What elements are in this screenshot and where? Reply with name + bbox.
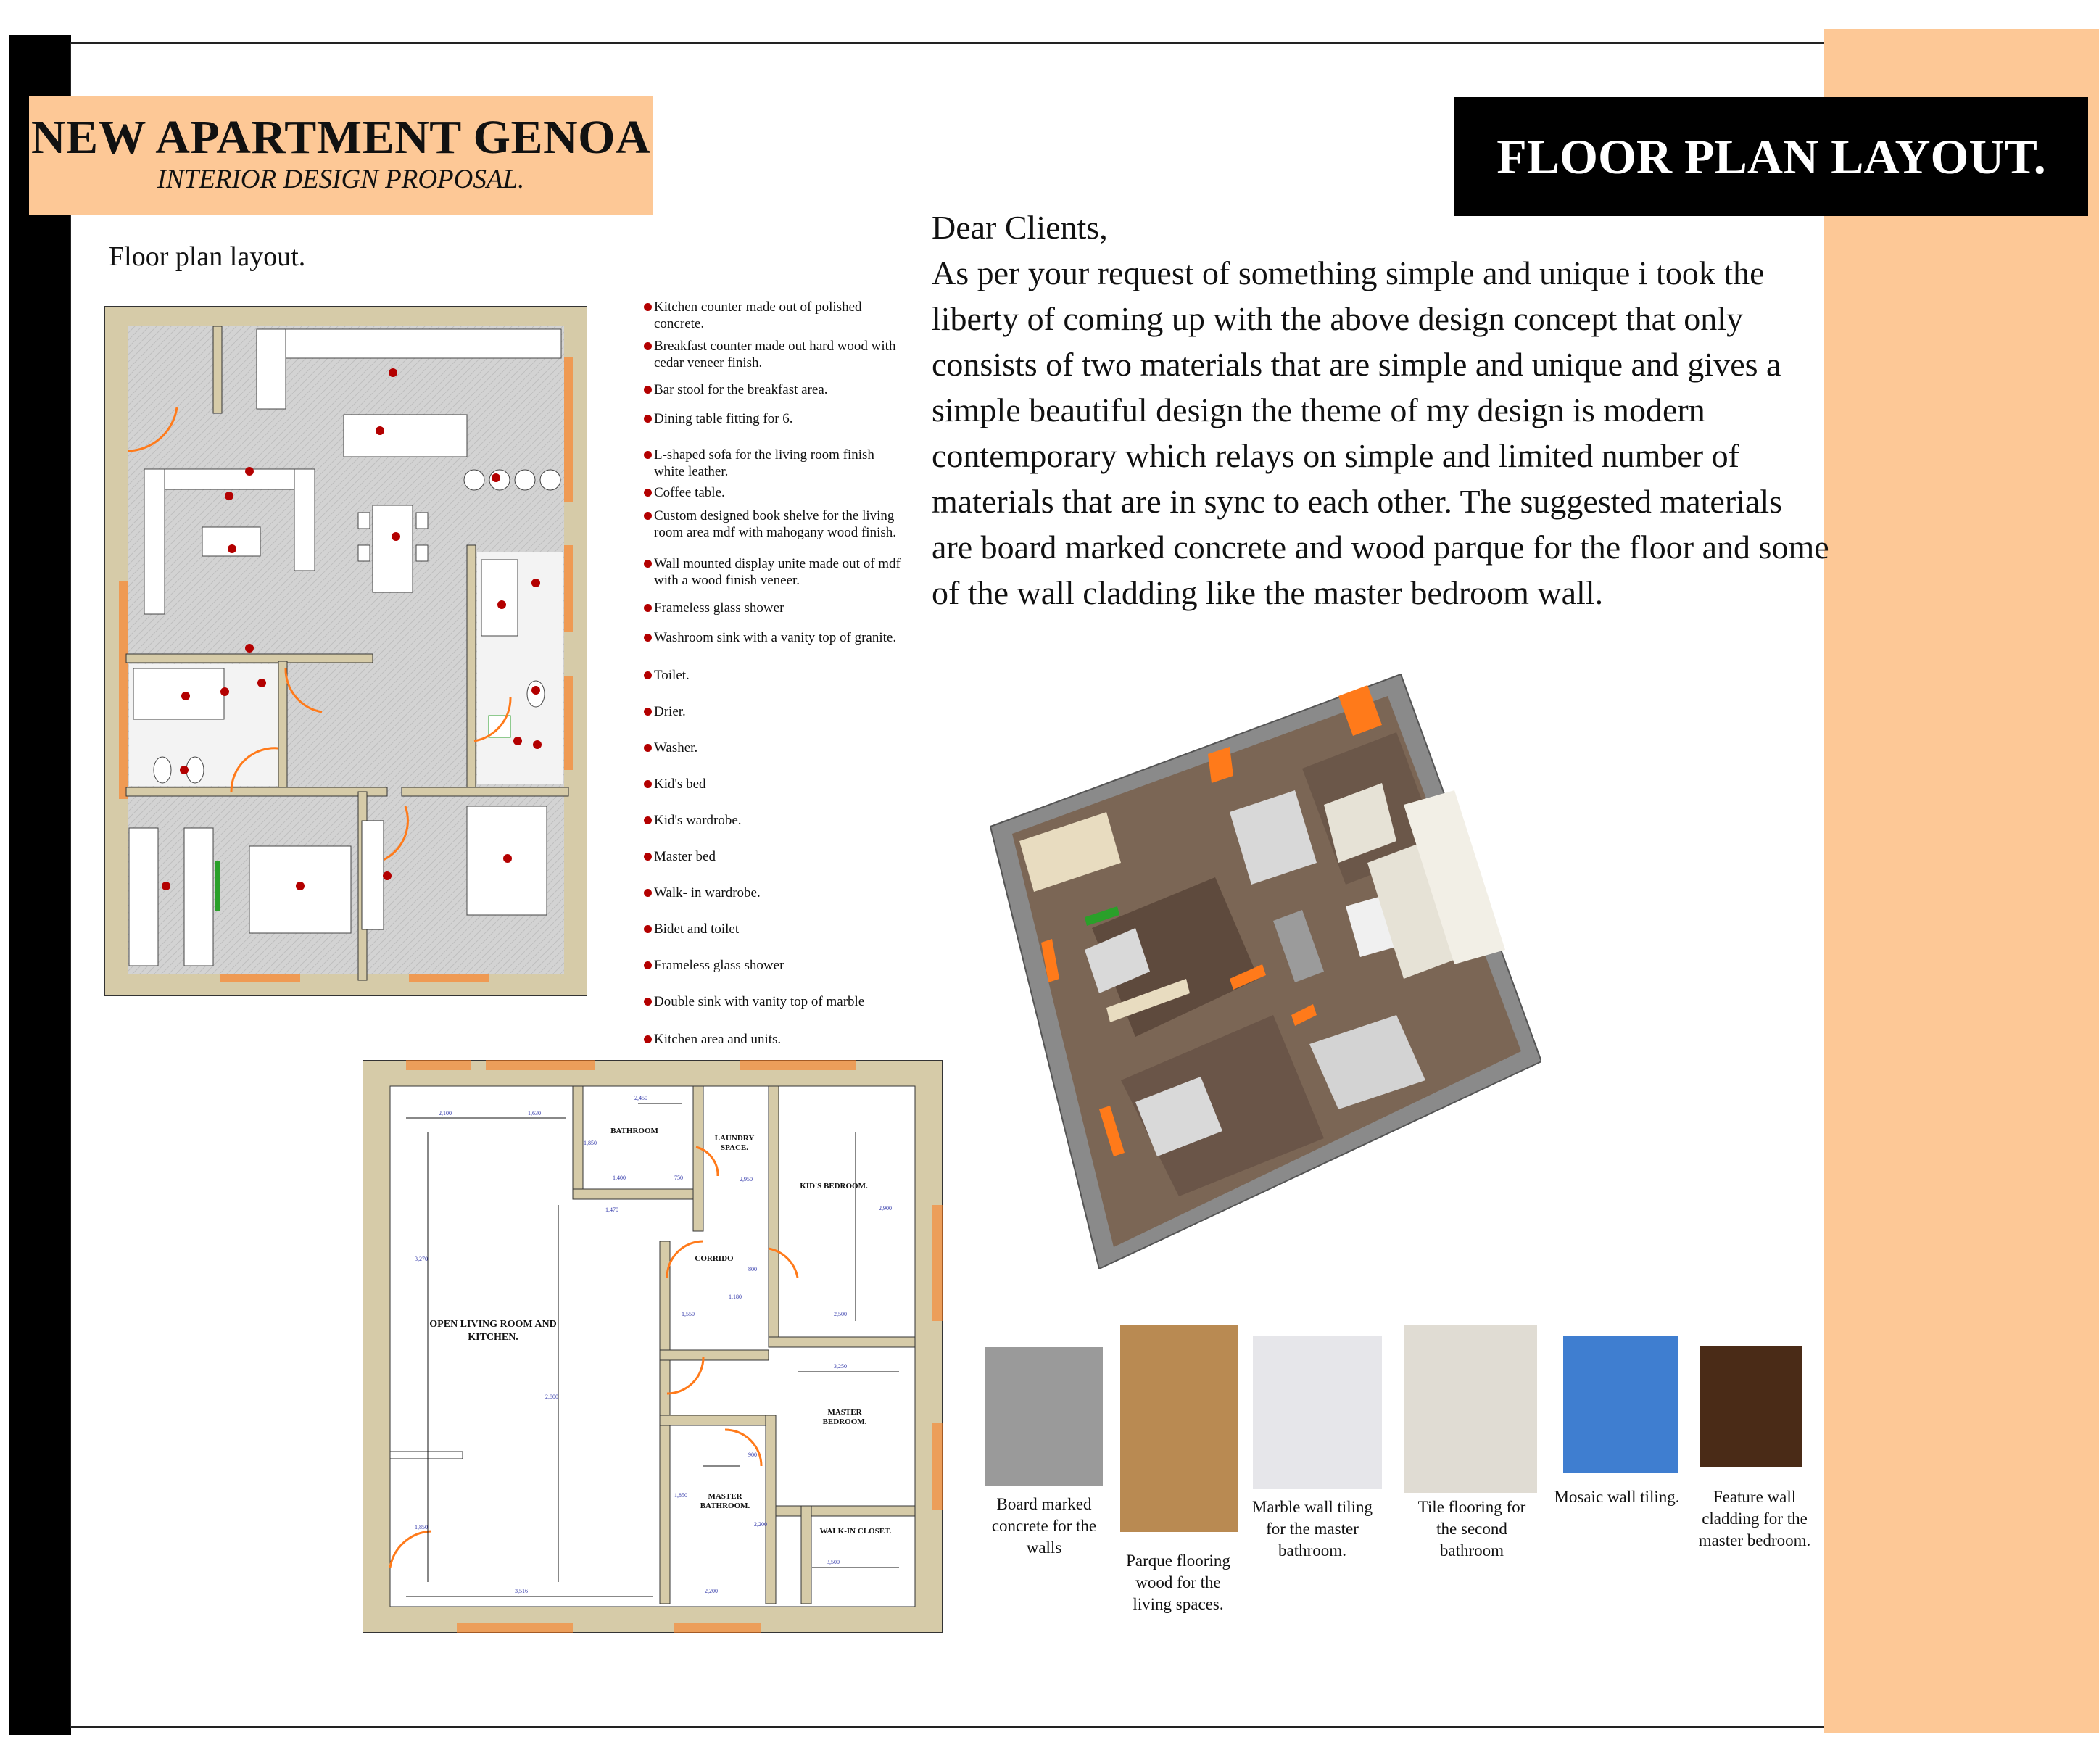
project-title-box [29,96,653,215]
client-letter [932,204,1831,616]
swatch-caption-mosaic: Mosaic wall tiling. [1554,1488,1680,1506]
dimension-label: 800 [748,1266,757,1272]
dimension-label: 3,270 [415,1256,428,1262]
marker-icon [644,1035,652,1043]
floor-plan-caption: Floor plan layout. [109,241,306,272]
legend-item: Frameless glass shower [644,957,905,974]
dimension-label: 750 [674,1175,683,1181]
room-label-kids-bedroom: KID'S BEDROOM. [800,1182,868,1191]
legend-item: Bidet and toilet [644,921,905,937]
marker-icon [644,489,652,497]
swatch-board-concrete [985,1347,1103,1486]
legend-item: Double sink with vanity top of marble [644,993,905,1010]
legend-item: Drier. [644,703,905,720]
marker-icon [644,415,652,423]
marker-icon [644,342,652,350]
dimension-plan [363,1060,943,1633]
dimension-label: 900 [748,1452,757,1458]
dimension-label: 2,200 [705,1588,718,1594]
marker-icon [644,634,652,642]
letter-body: As per your request of something simple and unique i took the liberty of coming up with the above design concept that only consists of two materials that are simple and unique and gives a simple beautiful design the theme of my design is modern contemporary which relays on simple and limited number of materials that are in sync to each other. The suggested materials are board marked concrete and wood parque for the floor and some of the wall cladding like the master bedroom wall. [932,254,1829,611]
dimension-label: 2,800 [545,1394,558,1400]
legend-item: Breakfast counter made out hard wood with cedar veneer finish. [644,338,905,371]
marker-icon [644,853,652,861]
marker-icon [644,744,652,752]
dimension-label: 2,100 [439,1110,452,1117]
legend-item: Walk- in wardrobe. [644,885,905,901]
legend-item: Dining table fitting for 6. [644,410,905,427]
project-subtitle: INTERIOR DESIGN PROPOSAL. [157,165,525,194]
swatch-mosaic [1563,1336,1678,1473]
marker-icon [644,386,652,394]
dimension-label: 1,400 [613,1175,626,1181]
room-label-bathroom: BATHROOM [610,1127,658,1135]
dimension-label: 1,850 [415,1524,428,1531]
marker-icon [644,671,652,679]
legend-item: L-shaped sofa for the living room finish white leather. [644,447,905,480]
legend-item: Coffee table. [644,484,905,501]
marker-icon [644,780,652,788]
marker-icon [644,303,652,311]
dimension-label: 3,250 [834,1363,847,1370]
room-label-master-bedroom: MASTER BEDROOM. [822,1408,867,1426]
legend-item: Washroom sink with a vanity top of granite. [644,629,905,646]
legend-item: Kitchen area and units. [644,1031,905,1048]
legend-item: Master bed [644,848,905,865]
legend-item: Toilet. [644,667,905,684]
room-label-corridor: CORRIDO [695,1254,734,1263]
letter-greeting: Dear Clients, [932,209,1108,246]
legend-item: Custom designed book shelve for the living room area mdf with mahogany wood finish. [644,508,905,541]
dimension-plan-drawing [363,1060,943,1633]
swatch-parque-wood [1120,1325,1238,1532]
swatch-tile [1404,1325,1537,1493]
marker-icon [644,925,652,933]
dimension-label: 3,516 [515,1588,528,1594]
dimension-label: 1,630 [528,1110,541,1117]
dimension-label: 2,200 [754,1521,767,1528]
swatch-feature-wall [1700,1346,1802,1467]
room-label-laundry: LAUNDRY SPACE. [714,1134,755,1152]
page-title: FLOOR PLAN LAYOUT. [1454,97,2088,216]
dimension-label: 2,900 [879,1205,892,1212]
project-title: NEW APARTMENT GENOA [30,111,651,164]
dimension-label: 1,550 [682,1311,695,1317]
swatch-caption-concrete: Board marked concrete for the walls [991,1495,1097,1557]
legend-item: Wall mounted display unite made out of mdf with a wood finish veneer. [644,555,905,589]
legend-item: Washer. [644,740,905,756]
swatch-caption-feature-wall: Feature wall cladding for the master bedroom. [1698,1488,1811,1549]
dimension-label: 1,180 [729,1293,742,1300]
room-label-walk-in: WALK-IN CLOSET. [819,1527,892,1536]
marker-icon [644,604,652,612]
left-black-bar [9,35,71,1735]
legend-item: Frameless glass shower [644,600,905,616]
furnished-floor-plan [104,306,587,996]
swatch-caption-marble: Marble wall tiling for the master bathroom. [1251,1498,1373,1560]
right-accent-panel [1824,29,2099,1733]
isometric-3d-render [990,674,1541,1269]
swatch-caption-parque: Parque flooring wood for the living spaces. [1126,1552,1230,1613]
marker-icon [644,451,652,459]
room-label-living: OPEN LIVING ROOM AND KITCHEN. [429,1319,557,1343]
legend-item: Kid's wardrobe. [644,812,905,829]
dimension-label: 2,500 [834,1311,847,1317]
marker-icon [644,816,652,824]
legend-item: Bar stool for the breakfast area. [644,381,905,398]
marker-icon [644,961,652,969]
legend-item: Kid's bed [644,776,905,792]
dimension-label: 2,950 [740,1176,753,1183]
marker-icon [644,998,652,1006]
marker-icon [644,560,652,568]
marker-icon [644,889,652,897]
swatch-caption-tile: Tile flooring for the second bathroom [1417,1498,1526,1560]
marker-icon [644,512,652,520]
dimension-label: 1,850 [584,1140,597,1146]
dimension-label: 1,850 [674,1492,687,1499]
marker-icon [644,708,652,716]
dimension-label: 3,500 [827,1559,840,1565]
dimension-label: 1,470 [605,1206,618,1213]
legend-item: Kitchen counter made out of polished concrete. [644,299,905,332]
dimension-label: 2,450 [634,1095,647,1101]
swatch-marble [1253,1336,1382,1489]
room-label-master-bathroom: MASTER BATHROOM. [700,1492,750,1510]
